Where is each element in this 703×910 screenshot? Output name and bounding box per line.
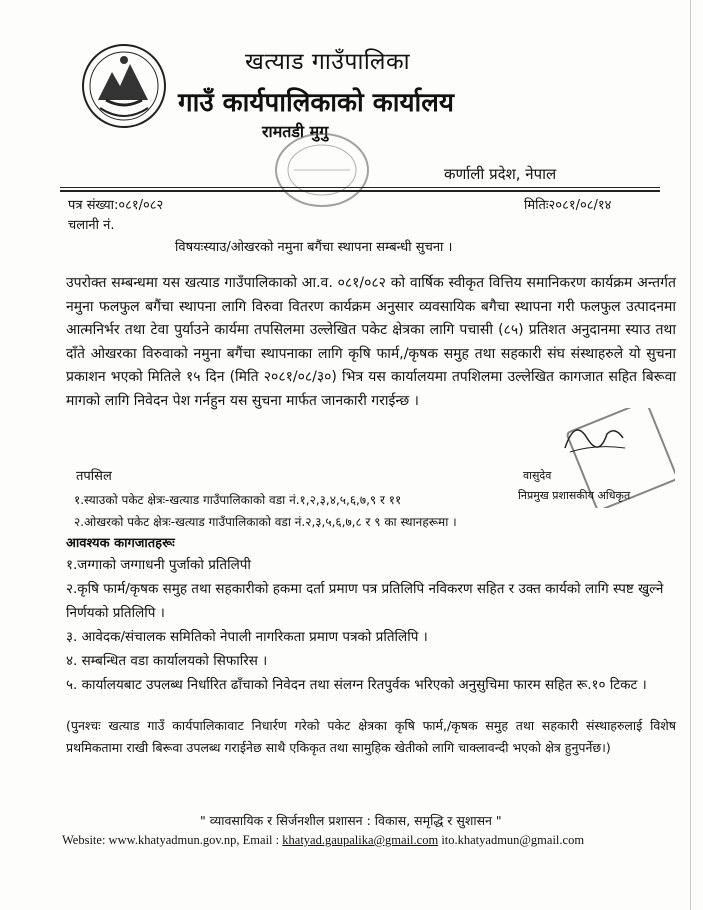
municipality-name: खत्याड गाउँपालिका — [245, 49, 411, 75]
office-name: गाउँ कार्यपालिकाको कार्यालय — [178, 88, 454, 118]
postscript-note: (पुनश्चः खत्याड गाउँ कार्यपालिकावाट निधार्रण गरेको पकेट क्षेत्रका कृषि फार्म,/कृषक समुह तथा सहकारी संस्थाहरुलाई विशेष प्रथमिकतामा राखी बिरूवा उपलब्ध गराईनेछ साथै एकिकृत तथा सामुहिक खेतीको लागि चाक्लावन्दी भएको क्षेत्र हुनुपर्नेछ।) — [66, 718, 676, 755]
signer-name: वासुदेव — [523, 469, 552, 482]
header-divider-thick — [60, 190, 660, 192]
schedule-item: १.स्याउको पकेट क्षेत्रः-खत्याड गाउँपालिकाको वडा नं.१,२,३,४,५,६,७,९ र ११ — [74, 493, 402, 507]
round-stamp — [272, 130, 372, 210]
requirement-item: ३. आवेदक/संचालक समितिको नेपाली नागरिकता प्रमाण पत्रको प्रतिलिपि । — [66, 629, 428, 645]
email-link[interactable]: khatyad.gaupalika@gmail.com — [282, 833, 439, 847]
schedule-item: २.ओखरको पकेट क्षेत्रः-खत्याड गाउँपालिकाको वडा नं.२,३,५,६,७,८ र ९ का स्थानहरूमा । — [74, 515, 457, 529]
office-location: रामतडी मुगु — [262, 122, 329, 141]
requirement-item: ४. सम्बन्धित वडा कार्यालयको सिफारिस । — [66, 653, 268, 669]
requirement-item: ५. कार्यालयबाट उपलब्ध निर्धारित ढाँचाको निवेदन तथा संलग्न रितपुर्वक भरिएको अनुसुचिमा फारम सहित रू.१० टिकट । — [66, 677, 647, 693]
schedule-heading: तपसिल — [76, 469, 112, 484]
motto: " व्यावसायिक र सिर्जनशील प्रशासन : विकास, समृद्धि र सुशासन " — [200, 813, 502, 828]
website-text: Website: www.khatyadmun.gov.np, Email : — [62, 833, 283, 847]
requirements-list — [66, 553, 676, 697]
letter-date: मितिः२०८१/०८/१४ — [524, 198, 612, 213]
requirements-heading: आवश्यक कागजातहरूः — [66, 536, 175, 551]
subject-line: विषयःस्याउ/ओखरको नमुना बगैंचा स्थापना सम्बन्धी सुचना । — [175, 240, 453, 255]
email-secondary: ito.khatyadmun@gmail.com — [438, 833, 585, 847]
header-divider — [60, 187, 660, 188]
signer-title: निप्रमुख प्रशासकीय अधिकृत — [518, 489, 631, 502]
nepal-emblem-logo — [80, 42, 168, 130]
province: कर्णाली प्रदेश, नेपाल — [444, 165, 557, 183]
requirement-item: २.कृषि फार्म/कृषक समुह तथा सहकारीको हकमा दर्ता प्रमाण पत्र प्रतिलिपि नविकरण सहित र उक्त कार्यको लागि स्पष्ट खुल्ने निर्णयको प्रतिलिपि । — [66, 581, 664, 621]
contact-footer — [62, 833, 584, 848]
requirement-item: १.जग्गाको जग्गाधनी पुर्जाको प्रतिलिपी — [66, 557, 251, 573]
notice-body: उपरोक्त सम्बन्धमा यस खत्याड गाउँपालिकाको आ.व. ०८१/०८२ को वार्षिक स्वीकृत वित्तिय समानिकरण कार्यक्रम अन्तर्गत नमुना फलफुल बगैंचा स्थापना लागि विरुवा वितरण कार्यक्रम अनुसार व्यवसायिक बगैचा स्थापना गरी फलफुल उत्पादनमा आत्मनिर्भर तथा टेवा पुर्याउने कार्यमा तपसिलमा उल्लेखित पकेट क्षेत्रका लागि पचासी (८५) प्रतिशत अनुदानमा स्याउ तथा दाँते ओखरका विरुवाको नमुना बगैंचा स्थापनाका लागि कृषि फार्म,/कृषक समुह तथा सहकारी संघ संस्थाहरुले यो सुचना प्रकाशन भएको मितिले १५ दिन (मिति २०८१/०८/३०) भित्र यस कार्यालयमा तपशिलमा उल्लेखित कागजात सहित बिरूवा मागको लागि निवेदन पेश गर्नहुन यस सुचना मार्फत जानकारी गराईन्छ । — [66, 275, 676, 409]
page-edge — [690, 0, 691, 910]
dispatch-number: चलानी नं. — [68, 218, 115, 233]
letter-number: पत्र संख्या:०८१/०८२ — [68, 198, 164, 213]
schedule-list — [74, 489, 457, 533]
